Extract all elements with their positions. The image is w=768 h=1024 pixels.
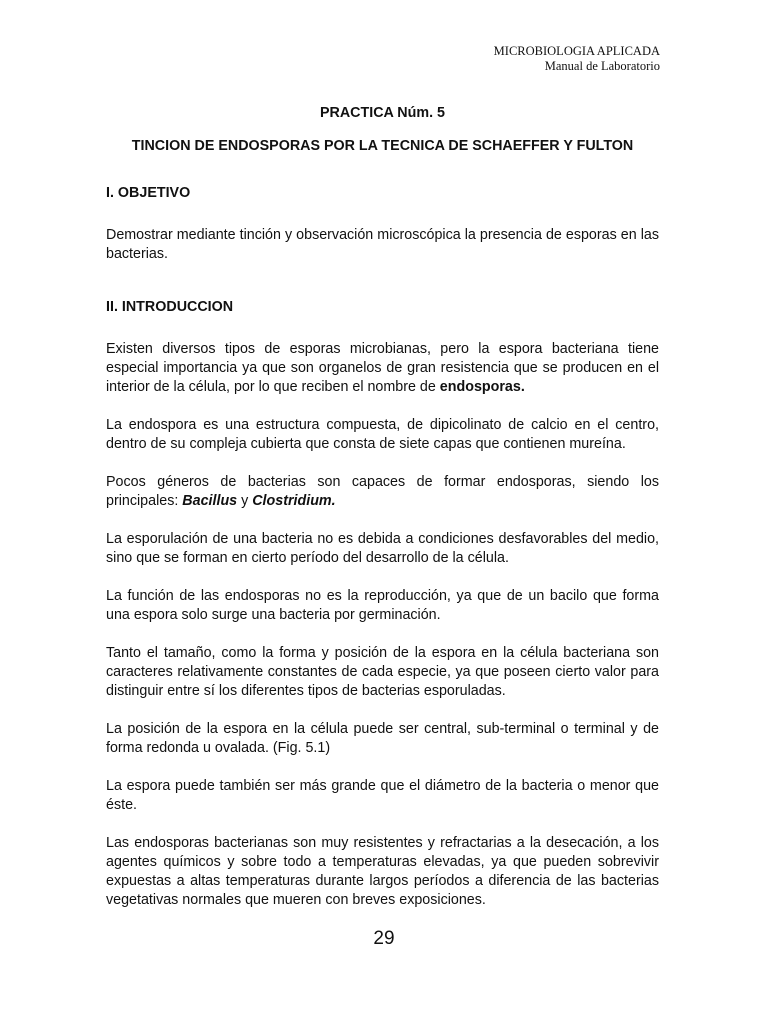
intro-paragraph-3 [106,473,659,511]
document-body [106,104,659,910]
genus-clostridium: Clostridium. [252,493,336,509]
running-header [494,44,660,74]
practice-title: PRACTICA Núm. 5 [320,105,445,121]
objective-paragraph: Demostrar mediante tinción y observación microscópica la presencia de esporas en las bacterias. [106,227,659,262]
genus-bacillus: Bacillus [182,493,238,509]
intro-paragraph-4: La esporulación de una bacteria no es debida a condiciones desfavorables del medio, sino que se forman en cierto período del desarrollo de la célula. [106,531,659,566]
page-number: 29 [373,928,395,949]
intro-paragraph-7: La posición de la espora en la célula puede ser central, sub-terminal o terminal y de forma redonda u ovalada. (Fig. 5.1) [106,721,659,756]
intro-paragraph-1 [106,340,659,397]
intro-paragraph-3-text: Pocos géneros de bacterias son capaces de formar endosporas, siendo los principales: [106,474,659,509]
header-manual-title: Manual de Laboratorio [544,59,660,73]
genus-conjunction: y [237,493,253,509]
intro-paragraph-6: Tanto el tamaño, como la forma y posición de la espora en la célula bacteriana son caracteres relativamente constantes de cada especie, ya que poseen cierto valor para distinguir entre sí los diferentes tipos de bacterias esporuladas. [106,645,659,699]
header-course-title: MICROBIOLOGIA APLICADA [493,44,660,58]
intro-paragraph-5: La función de las endosporas no es la reproducción, ya que de un bacilo que forma una espora solo surge una bacteria por germinación. [106,588,659,623]
practice-subtitle: TINCION DE ENDOSPORAS POR LA TECNICA DE SCHAEFFER Y FULTON [131,138,634,154]
introduction-heading: II. INTRODUCCION [106,299,234,315]
objective-heading: I. OBJETIVO [106,185,191,201]
intro-paragraph-2: La endospora es una estructura compuesta, de dipicolinato de calcio en el centro, dentro de su compleja cubierta que consta de siete capas que contienen mureína. [106,417,659,452]
endosporas-term: endosporas. [439,379,525,395]
intro-paragraph-1-text: Existen diversos tipos de esporas microbianas, pero la espora bacteriana tiene especial importancia ya que son organelos de gran resistencia que se producen en el interior de la célula, por lo que reciben el nombre de [106,341,659,395]
intro-paragraph-9: Las endosporas bacterianas son muy resistentes y refractarias a la desecación, a los agentes químicos y sobre todo a temperaturas elevadas, ya que pueden sobrevivir expuestas a altas temperaturas durante largos períodos a diferencia de las bacterias vegetativas normales que mueren con breves exposiciones. [106,835,659,908]
intro-paragraph-8: La espora puede también ser más grande que el diámetro de la bacteria o menor que éste. [106,778,659,813]
